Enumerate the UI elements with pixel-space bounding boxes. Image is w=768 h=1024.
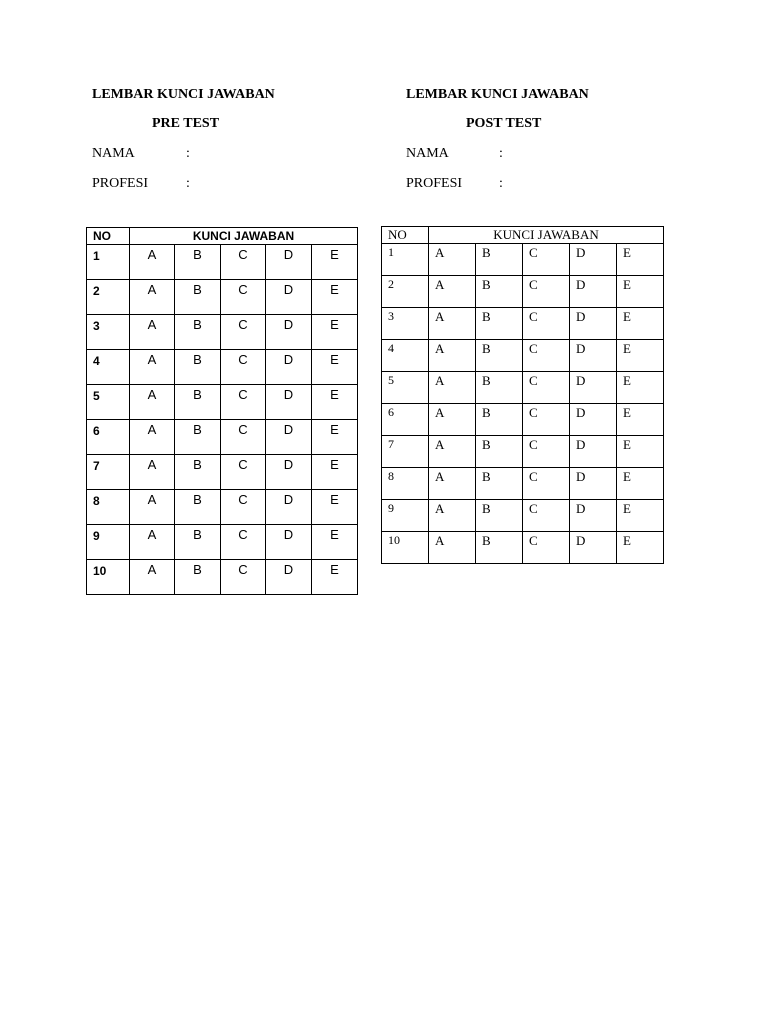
question-number: 10 bbox=[382, 532, 429, 564]
answer-option: D bbox=[266, 280, 312, 315]
answer-option: B bbox=[476, 404, 523, 436]
answer-option: C bbox=[523, 276, 570, 308]
table-row bbox=[87, 350, 358, 385]
post-test-nama-colon: : bbox=[499, 146, 503, 161]
answer-option: B bbox=[476, 372, 523, 404]
answer-option: B bbox=[476, 532, 523, 564]
answer-option: C bbox=[523, 500, 570, 532]
table-row bbox=[382, 436, 664, 468]
answer-option: B bbox=[476, 436, 523, 468]
table-row bbox=[382, 404, 664, 436]
answer-option: A bbox=[429, 308, 476, 340]
pre-test-subtitle: PRE TEST bbox=[152, 116, 220, 131]
answer-option: D bbox=[570, 340, 617, 372]
question-number: 6 bbox=[382, 404, 429, 436]
answer-option: D bbox=[266, 420, 312, 455]
answer-option: A bbox=[429, 468, 476, 500]
answer-option: A bbox=[429, 276, 476, 308]
answer-option: E bbox=[617, 436, 664, 468]
answer-option: E bbox=[312, 490, 358, 525]
answer-option: E bbox=[617, 468, 664, 500]
answer-option: E bbox=[617, 244, 664, 276]
post-test-subtitle: POST TEST bbox=[466, 116, 542, 131]
post-test-nama-label: NAMA bbox=[406, 146, 449, 161]
answer-option: E bbox=[617, 308, 664, 340]
answer-option: B bbox=[175, 315, 221, 350]
answer-option: D bbox=[266, 350, 312, 385]
question-number: 5 bbox=[382, 372, 429, 404]
header-no: NO bbox=[87, 228, 130, 245]
question-number: 9 bbox=[87, 525, 130, 560]
answer-option: A bbox=[429, 404, 476, 436]
answer-option: E bbox=[312, 245, 358, 280]
answer-option: C bbox=[221, 455, 266, 490]
post-test-profesi-label: PROFESI bbox=[406, 176, 463, 191]
answer-option: C bbox=[221, 385, 266, 420]
answer-option: C bbox=[523, 244, 570, 276]
answer-option: D bbox=[266, 490, 312, 525]
table-row bbox=[87, 315, 358, 350]
question-number: 7 bbox=[87, 455, 130, 490]
answer-option: D bbox=[266, 560, 312, 595]
answer-option: A bbox=[130, 280, 175, 315]
header-kunci-jawaban: KUNCI JAWABAN bbox=[429, 227, 664, 244]
table-row bbox=[382, 276, 664, 308]
answer-option: D bbox=[266, 455, 312, 490]
answer-option: B bbox=[175, 525, 221, 560]
answer-option: D bbox=[266, 245, 312, 280]
answer-option: D bbox=[570, 372, 617, 404]
answer-option: A bbox=[130, 245, 175, 280]
table-row bbox=[382, 532, 664, 564]
answer-option: B bbox=[476, 308, 523, 340]
question-number: 1 bbox=[87, 245, 130, 280]
answer-option: E bbox=[617, 532, 664, 564]
answer-option: A bbox=[130, 315, 175, 350]
table-row bbox=[87, 385, 358, 420]
table-row bbox=[382, 244, 664, 276]
answer-option: B bbox=[175, 385, 221, 420]
question-number: 2 bbox=[87, 280, 130, 315]
answer-option: C bbox=[221, 280, 266, 315]
answer-option: D bbox=[570, 532, 617, 564]
answer-option: B bbox=[175, 245, 221, 280]
answer-option: C bbox=[523, 404, 570, 436]
answer-option: A bbox=[130, 350, 175, 385]
header-kunci-jawaban: KUNCI JAWABAN bbox=[130, 228, 358, 245]
answer-option: B bbox=[175, 280, 221, 315]
answer-option: E bbox=[312, 525, 358, 560]
table-row bbox=[382, 500, 664, 532]
answer-option: C bbox=[523, 372, 570, 404]
pre-test-nama-label: NAMA bbox=[92, 146, 135, 161]
table-header-row bbox=[87, 228, 358, 245]
question-number: 3 bbox=[87, 315, 130, 350]
answer-option: A bbox=[130, 385, 175, 420]
answer-option: E bbox=[312, 560, 358, 595]
answer-option: C bbox=[523, 532, 570, 564]
answer-option: B bbox=[476, 276, 523, 308]
answer-option: A bbox=[130, 525, 175, 560]
answer-option: C bbox=[523, 468, 570, 500]
question-number: 9 bbox=[382, 500, 429, 532]
table-row bbox=[382, 340, 664, 372]
question-number: 2 bbox=[382, 276, 429, 308]
post-test-answer-table bbox=[381, 226, 664, 564]
answer-option: D bbox=[570, 436, 617, 468]
answer-option: A bbox=[429, 532, 476, 564]
answer-option: A bbox=[130, 420, 175, 455]
table-row bbox=[87, 560, 358, 595]
answer-option: B bbox=[476, 468, 523, 500]
question-number: 8 bbox=[87, 490, 130, 525]
answer-option: A bbox=[429, 244, 476, 276]
answer-option: D bbox=[266, 525, 312, 560]
answer-option: B bbox=[175, 560, 221, 595]
answer-option: A bbox=[429, 340, 476, 372]
question-number: 10 bbox=[87, 560, 130, 595]
answer-option: A bbox=[130, 455, 175, 490]
answer-option: C bbox=[221, 490, 266, 525]
answer-option: B bbox=[175, 350, 221, 385]
answer-option: E bbox=[617, 372, 664, 404]
post-test-profesi-colon: : bbox=[499, 176, 503, 191]
answer-option: B bbox=[476, 340, 523, 372]
table-row bbox=[87, 525, 358, 560]
answer-option: A bbox=[130, 560, 175, 595]
answer-option: A bbox=[429, 500, 476, 532]
answer-option: C bbox=[523, 436, 570, 468]
table-row bbox=[382, 468, 664, 500]
answer-option: D bbox=[266, 315, 312, 350]
table-row bbox=[382, 308, 664, 340]
question-number: 5 bbox=[87, 385, 130, 420]
pre-test-sheet-title: LEMBAR KUNCI JAWABAN bbox=[92, 87, 275, 102]
answer-option: E bbox=[312, 420, 358, 455]
answer-option: B bbox=[175, 455, 221, 490]
answer-option: C bbox=[221, 420, 266, 455]
question-number: 4 bbox=[382, 340, 429, 372]
answer-option: C bbox=[523, 340, 570, 372]
answer-option: A bbox=[429, 372, 476, 404]
question-number: 1 bbox=[382, 244, 429, 276]
header-no: NO bbox=[382, 227, 429, 244]
table-row bbox=[87, 455, 358, 490]
answer-option: A bbox=[130, 490, 175, 525]
answer-option: C bbox=[221, 560, 266, 595]
table-header-row bbox=[382, 227, 664, 244]
answer-option: A bbox=[429, 436, 476, 468]
question-number: 3 bbox=[382, 308, 429, 340]
pre-test-profesi-label: PROFESI bbox=[92, 176, 149, 191]
question-number: 7 bbox=[382, 436, 429, 468]
answer-option: D bbox=[570, 500, 617, 532]
answer-option: B bbox=[476, 500, 523, 532]
answer-option: E bbox=[617, 500, 664, 532]
pre-test-answer-table bbox=[86, 227, 358, 595]
answer-option: C bbox=[221, 315, 266, 350]
answer-option: D bbox=[570, 404, 617, 436]
answer-option: E bbox=[617, 404, 664, 436]
question-number: 4 bbox=[87, 350, 130, 385]
pre-test-profesi-colon: : bbox=[186, 176, 190, 191]
answer-option: C bbox=[221, 245, 266, 280]
answer-option: D bbox=[570, 276, 617, 308]
answer-option: E bbox=[312, 385, 358, 420]
answer-option: D bbox=[570, 244, 617, 276]
question-number: 8 bbox=[382, 468, 429, 500]
answer-option: E bbox=[312, 350, 358, 385]
table-row bbox=[87, 280, 358, 315]
answer-option: E bbox=[312, 455, 358, 490]
answer-option: E bbox=[617, 276, 664, 308]
answer-option: C bbox=[221, 350, 266, 385]
answer-option: B bbox=[476, 244, 523, 276]
answer-option: E bbox=[312, 315, 358, 350]
pre-test-nama-colon: : bbox=[186, 146, 190, 161]
answer-option: D bbox=[570, 468, 617, 500]
table-row bbox=[87, 245, 358, 280]
answer-option: B bbox=[175, 420, 221, 455]
answer-option: C bbox=[523, 308, 570, 340]
table-row bbox=[382, 372, 664, 404]
answer-option: C bbox=[221, 525, 266, 560]
table-row bbox=[87, 490, 358, 525]
table-row bbox=[87, 420, 358, 455]
question-number: 6 bbox=[87, 420, 130, 455]
post-test-sheet-title: LEMBAR KUNCI JAWABAN bbox=[406, 87, 589, 102]
answer-option: B bbox=[175, 490, 221, 525]
answer-option: D bbox=[266, 385, 312, 420]
answer-option: E bbox=[617, 340, 664, 372]
answer-option: D bbox=[570, 308, 617, 340]
answer-option: E bbox=[312, 280, 358, 315]
